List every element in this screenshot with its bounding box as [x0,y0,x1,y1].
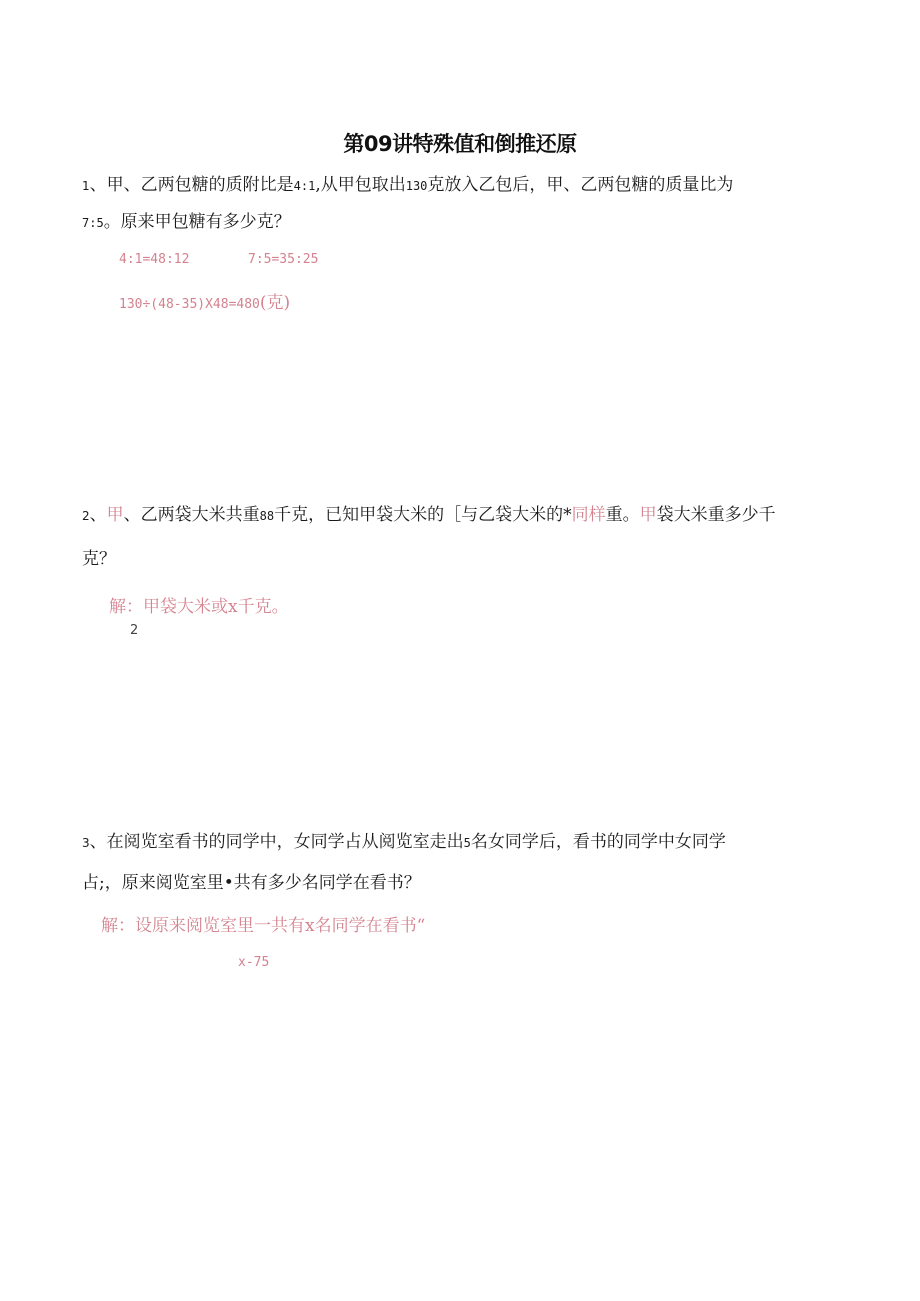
page-title: 第09讲特殊值和倒推还原 [343,132,577,156]
question-3-number: 3 [82,836,90,850]
question-2-text-e: 袋大米重多少千 [656,505,776,525]
question-3-expression: x-75 [238,955,270,970]
question-2-jia-highlight-2: 甲 [639,505,657,525]
question-1-answer-calculation [119,288,290,313]
question-2-text-d: 重。 [605,505,640,525]
question-1-separator: 、 [89,175,107,195]
question-3-text-b: 名女同学后，看书的同学中女同学 [470,832,726,852]
question-3-count: 5 [463,836,471,850]
question-2-text-b: 千克，已知甲袋大米的 [274,505,445,525]
question-2-stray-digit: 2 [130,623,139,638]
question-1-line-2 [82,214,291,231]
question-2-text-c: 与乙袋大米的 [461,505,564,525]
question-2-bracket: ［ [444,505,462,525]
question-1-line-1 [82,177,733,194]
question-1-text-b: ,从甲包取出 [315,175,406,195]
question-2-separator: 、 [89,505,107,525]
question-2-weight: 88 [259,509,275,523]
question-1-ratio-after: 7:5 [82,216,104,230]
question-2-answer: 解：甲袋大米或x千克。 [109,597,289,617]
question-1-text-a: 甲、乙两包糖的质附比是 [106,175,294,195]
question-1-answer-unit: (克) [259,293,291,313]
question-2-text-a: 、乙两袋大米共重 [123,505,260,525]
question-2-number: 2 [82,509,90,523]
question-2-line-2: 克？ [82,549,116,569]
question-2-line-1 [82,507,776,524]
question-3-separator: 、 [89,832,107,852]
question-1-number: 1 [82,179,90,193]
question-3-answer: 解：设原来阅览室里一共有x名同学在看书“ [101,916,426,936]
question-1-text-d: 。原来甲包糖有多少克？ [103,212,291,232]
question-1-answer-expression: 130÷(48-35)X48=480 [119,297,260,312]
question-1-amount: 130 [405,179,428,193]
question-3-line-1 [82,834,726,851]
question-2-star: * [563,505,572,525]
question-3-line-2: 占;，原来阅览室里•共有多少名同学在看书？ [82,873,421,893]
question-1-answer-ratio-a: 4:1=48:12 [119,252,190,267]
question-3-text-a: 在阅览室看书的同学中，女同学占从阅览室走出 [106,832,464,852]
question-1-ratio-before: 4:1 [293,179,316,193]
question-2-jia-highlight: 甲 [106,505,124,525]
question-2-same-highlight: 同样 [571,505,606,525]
question-1-answer-ratio-b: 7:5=35:25 [248,252,319,267]
question-1-text-c: 克放入乙包后，甲、乙两包糖的质量比为 [427,175,734,195]
